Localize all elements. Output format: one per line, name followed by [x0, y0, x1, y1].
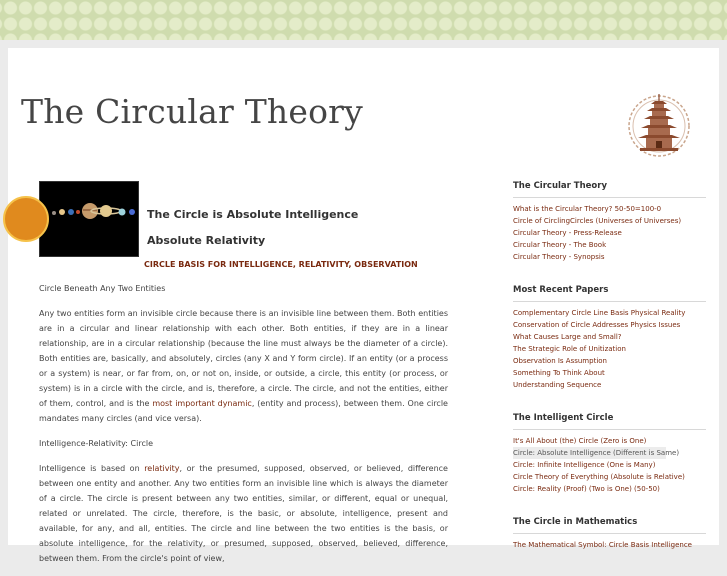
section-heading-intelligence-relativity: Intelligence-Relativity: Circle: [39, 439, 153, 448]
link-most-important-dynamic[interactable]: most important dynamic: [152, 399, 252, 408]
paragraph-text: , or the presumed, supposed, observed, or believed, difference between one entity and another. Any two entities form an invisible line which is always the diameter of a circle. The circle is present between any two entities, similar, or different, equal or unequal, related or unrelated. The circle, therefore, is the basic, or absolute, intelligence, present and available, for any, and all, entities. The circle and line between the two entities is the basis, or absolute intelligence, for the relativity, or presumed, supposed, observed, believed, difference, between them. From the circle's point of view,: [39, 464, 448, 563]
sidebar-link[interactable]: Circle: Absolute Intelligence (Different is Same): [513, 449, 680, 457]
post-headline: CIRCLE BASIS FOR INTELLIGENCE, RELATIVITY, OBSERVATION: [144, 260, 418, 269]
sidebar-link-item[interactable]: [513, 435, 706, 447]
sidebar-section-title: The Intelligent Circle: [513, 413, 706, 430]
sidebar-link-item[interactable]: [513, 215, 706, 227]
page-container: [8, 48, 719, 563]
sidebar-link-item[interactable]: [513, 355, 706, 367]
sidebar-section-circular-theory: [513, 181, 706, 263]
sidebar-link[interactable]: Circular Theory - Press-Release: [513, 229, 622, 237]
sidebar-link[interactable]: Circle Theory of Everything (Absolute is Relative): [513, 473, 685, 481]
sidebar-link-item[interactable]: [513, 319, 706, 331]
sidebar-link[interactable]: Complementary Circle Line Basis Physical Reality: [513, 309, 686, 317]
link-relativity[interactable]: relativity: [144, 464, 180, 473]
sidebar-link[interactable]: Circle of CirclingCircles (Universes of Universes): [513, 217, 682, 225]
post-title[interactable]: The Circle is Absolute Intelligence: [147, 208, 359, 221]
sidebar-link[interactable]: Something To Think About: [513, 369, 605, 377]
sidebar-section-title: The Circle in Mathematics: [513, 517, 706, 534]
paragraph-text: , (entity and process), between them. One circle mandates many circles (and vice versa).: [39, 399, 448, 423]
sidebar-link-item[interactable]: [513, 227, 706, 239]
sidebar-section-intelligent-circle: [513, 413, 706, 495]
sidebar-section-recent-papers: [513, 285, 706, 391]
sidebar-link[interactable]: The Mathematical Symbol: Circle Basis Intelligence: [513, 541, 692, 549]
sidebar-section-title: Most Recent Papers: [513, 285, 706, 302]
paragraph-text: Intelligence is based on: [39, 464, 145, 473]
sidebar-link[interactable]: Conservation of Circle Addresses Physics Issues: [513, 321, 681, 329]
sidebar-link-item[interactable]: [513, 343, 706, 355]
sidebar-link[interactable]: It's All About (the) Circle (Zero is One): [513, 437, 647, 445]
sidebar-link-item[interactable]: [513, 331, 706, 343]
sidebar-link[interactable]: Understanding Sequence: [513, 381, 602, 389]
post-body: [39, 281, 448, 576]
sidebar-link-item[interactable]: [513, 307, 706, 319]
sidebar-link[interactable]: What is the Circular Theory? 50-50=100-0: [513, 205, 662, 213]
section-heading-circle-beneath: Circle Beneath Any Two Entities: [39, 284, 166, 293]
top-decorative-band: [0, 0, 727, 40]
sidebar-link[interactable]: Circle: Infinite Intelligence (One is Many): [513, 461, 656, 469]
sidebar-link-item[interactable]: [513, 539, 706, 551]
sidebar-link-item[interactable]: [513, 459, 706, 471]
paragraph-1: [39, 306, 448, 426]
sidebar-link-item[interactable]: [513, 483, 706, 495]
sidebar-link-item[interactable]: [513, 203, 706, 215]
sidebar-link-item[interactable]: [513, 379, 706, 391]
sidebar-link-item-active[interactable]: [513, 447, 680, 459]
sidebar-link-item[interactable]: [513, 471, 706, 483]
sidebar-section-circle-mathematics: [513, 517, 706, 551]
sidebar-link-item[interactable]: [513, 239, 706, 251]
sidebar-link[interactable]: What Causes Large and Small?: [513, 333, 622, 341]
paragraph-text: Any two entities form an invisible circle because there is an invisible line between them. Both entities are in a circular and linear relationship with each other. Both entities, if they are in a linear relationship, are in a circular relationship (because the line must always be the diameter of a circle). Both entities are, basically, and absolutely, circles (any X and Y form circle). If an entity (or a process or a system) is near, or far from, on, or not on, inside, or outside, a circle, this entity (or process, or system) is in a circle with the circle, and is, therefore, a circle. The circle, and not the entities, either of them, control, and is the: [39, 309, 448, 408]
sidebar-link-item[interactable]: [513, 367, 706, 379]
paragraph-2: [39, 461, 448, 566]
sidebar-link[interactable]: Circular Theory - The Book: [513, 241, 607, 249]
sidebar-section-title: The Circular Theory: [513, 181, 706, 198]
sidebar-link[interactable]: Observation Is Assumption: [513, 357, 607, 365]
solar-system-image: [39, 181, 139, 257]
sidebar-link[interactable]: Circular Theory - Synopsis: [513, 253, 605, 261]
sidebar-link[interactable]: Circle: Reality (Proof) (Two is One) (50-50): [513, 485, 660, 493]
site-title[interactable]: The Circular Theory: [21, 92, 363, 131]
sidebar-link-item[interactable]: [513, 251, 706, 263]
pagoda-logo-icon[interactable]: [627, 88, 691, 168]
post-subtitle: Absolute Relativity: [147, 234, 266, 247]
sidebar-link[interactable]: The Strategic Role of Unitization: [513, 345, 626, 353]
